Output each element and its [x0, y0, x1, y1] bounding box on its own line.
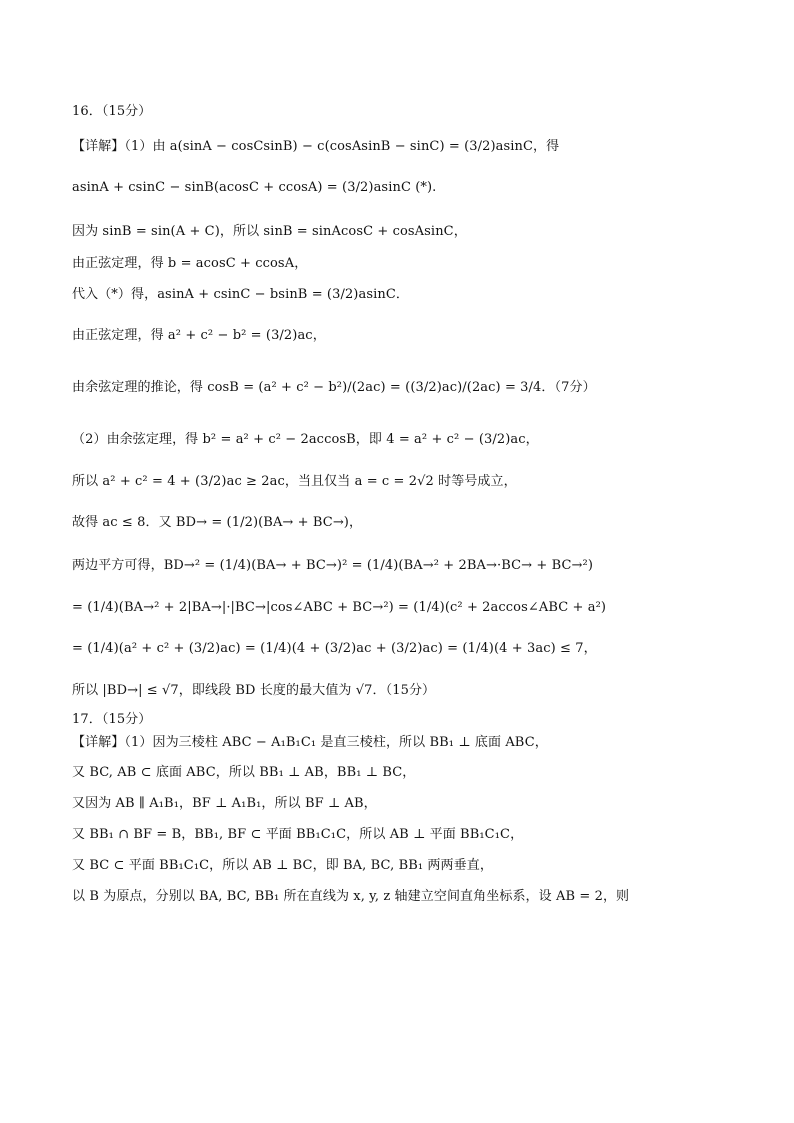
solution-line: 所以 a² + c² = 4 + (3/2)ac ≥ 2ac，当且仅当 a = c = 2√2 时等号成立，	[72, 474, 517, 489]
solution-line: 所以 |BD→| ≤ √7，即线段 BD 长度的最大值为 √7．（15分）	[72, 683, 436, 698]
solution-line: 由正弦定理，得 a² + c² − b² = (3/2)ac，	[72, 328, 326, 343]
solution-line: 【详解】（1）由 a(sinA − cosCsinB) − c(cosAsinB − sinC) = (3/2)asinC，得	[72, 139, 560, 154]
solution-line: 因为 sinB = sin(A + C)，所以 sinB = sinAcosC + cosAsinC，	[72, 224, 467, 239]
solution-line: = (1/4)(a² + c² + (3/2)ac) = (1/4)(4 + (3/2)ac + (3/2)ac) = (1/4)(4 + 3ac) ≤ 7，	[72, 641, 597, 656]
solution-line: 由正弦定理，得 b = acosC + ccosA，	[72, 256, 308, 271]
solution-line: （2）由余弦定理，得 b² = a² + c² − 2accosB，即 4 = a² + c² − (3/2)ac，	[72, 432, 539, 447]
solution-line: 又 BB₁ ∩ BF = B，BB₁, BF ⊂ 平面 BB₁C₁C，所以 AB ⊥ 平面 BB₁C₁C，	[72, 827, 524, 842]
problem-17-heading: 17．（15分）	[72, 712, 152, 727]
solution-line: 故得 ac ≤ 8．又 BD→ = (1/2)(BA→ + BC→)，	[72, 515, 363, 530]
solution-line: = (1/4)(BA→² + 2|BA→|·|BC→|cos∠ABC + BC→²) = (1/4)(c² + 2accos∠ABC + a²)	[72, 600, 607, 615]
solution-line: 代入（*）得，asinA + csinC − bsinB = (3/2)asinC．	[72, 287, 409, 302]
solution-line: 以 B 为原点，分别以 BA, BC, BB₁ 所在直线为 x, y, z 轴建立空间直角坐标系，设 AB = 2，则	[72, 889, 630, 904]
solution-line: 又 BC, AB ⊂ 底面 ABC，所以 BB₁ ⊥ AB，BB₁ ⊥ BC，	[72, 765, 416, 780]
solution-line: 由余弦定理的推论，得 cosB = (a² + c² − b²)/(2ac) = ((3/2)ac)/(2ac) = 3/4．（7分）	[72, 380, 596, 395]
solution-line: 【详解】（1）因为三棱柱 ABC − A₁B₁C₁ 是直三棱柱，所以 BB₁ ⊥ 底面 ABC，	[72, 735, 548, 750]
solution-line: 又 BC ⊂ 平面 BB₁C₁C，所以 AB ⊥ BC，即 BA, BC, BB₁ 两两垂直，	[72, 858, 493, 873]
solution-line: 又因为 AB ∥ A₁B₁，BF ⊥ A₁B₁，所以 BF ⊥ AB，	[72, 796, 377, 811]
solution-line: 两边平方可得，BD→² = (1/4)(BA→ + BC→)² = (1/4)(BA→² + 2BA→·BC→ + BC→²)	[72, 558, 594, 573]
solution-line: asinA + csinC − sinB(acosC + ccosA) = (3/2)asinC (*).	[72, 180, 437, 195]
problem-16-heading: 16．（15分）	[72, 104, 152, 119]
